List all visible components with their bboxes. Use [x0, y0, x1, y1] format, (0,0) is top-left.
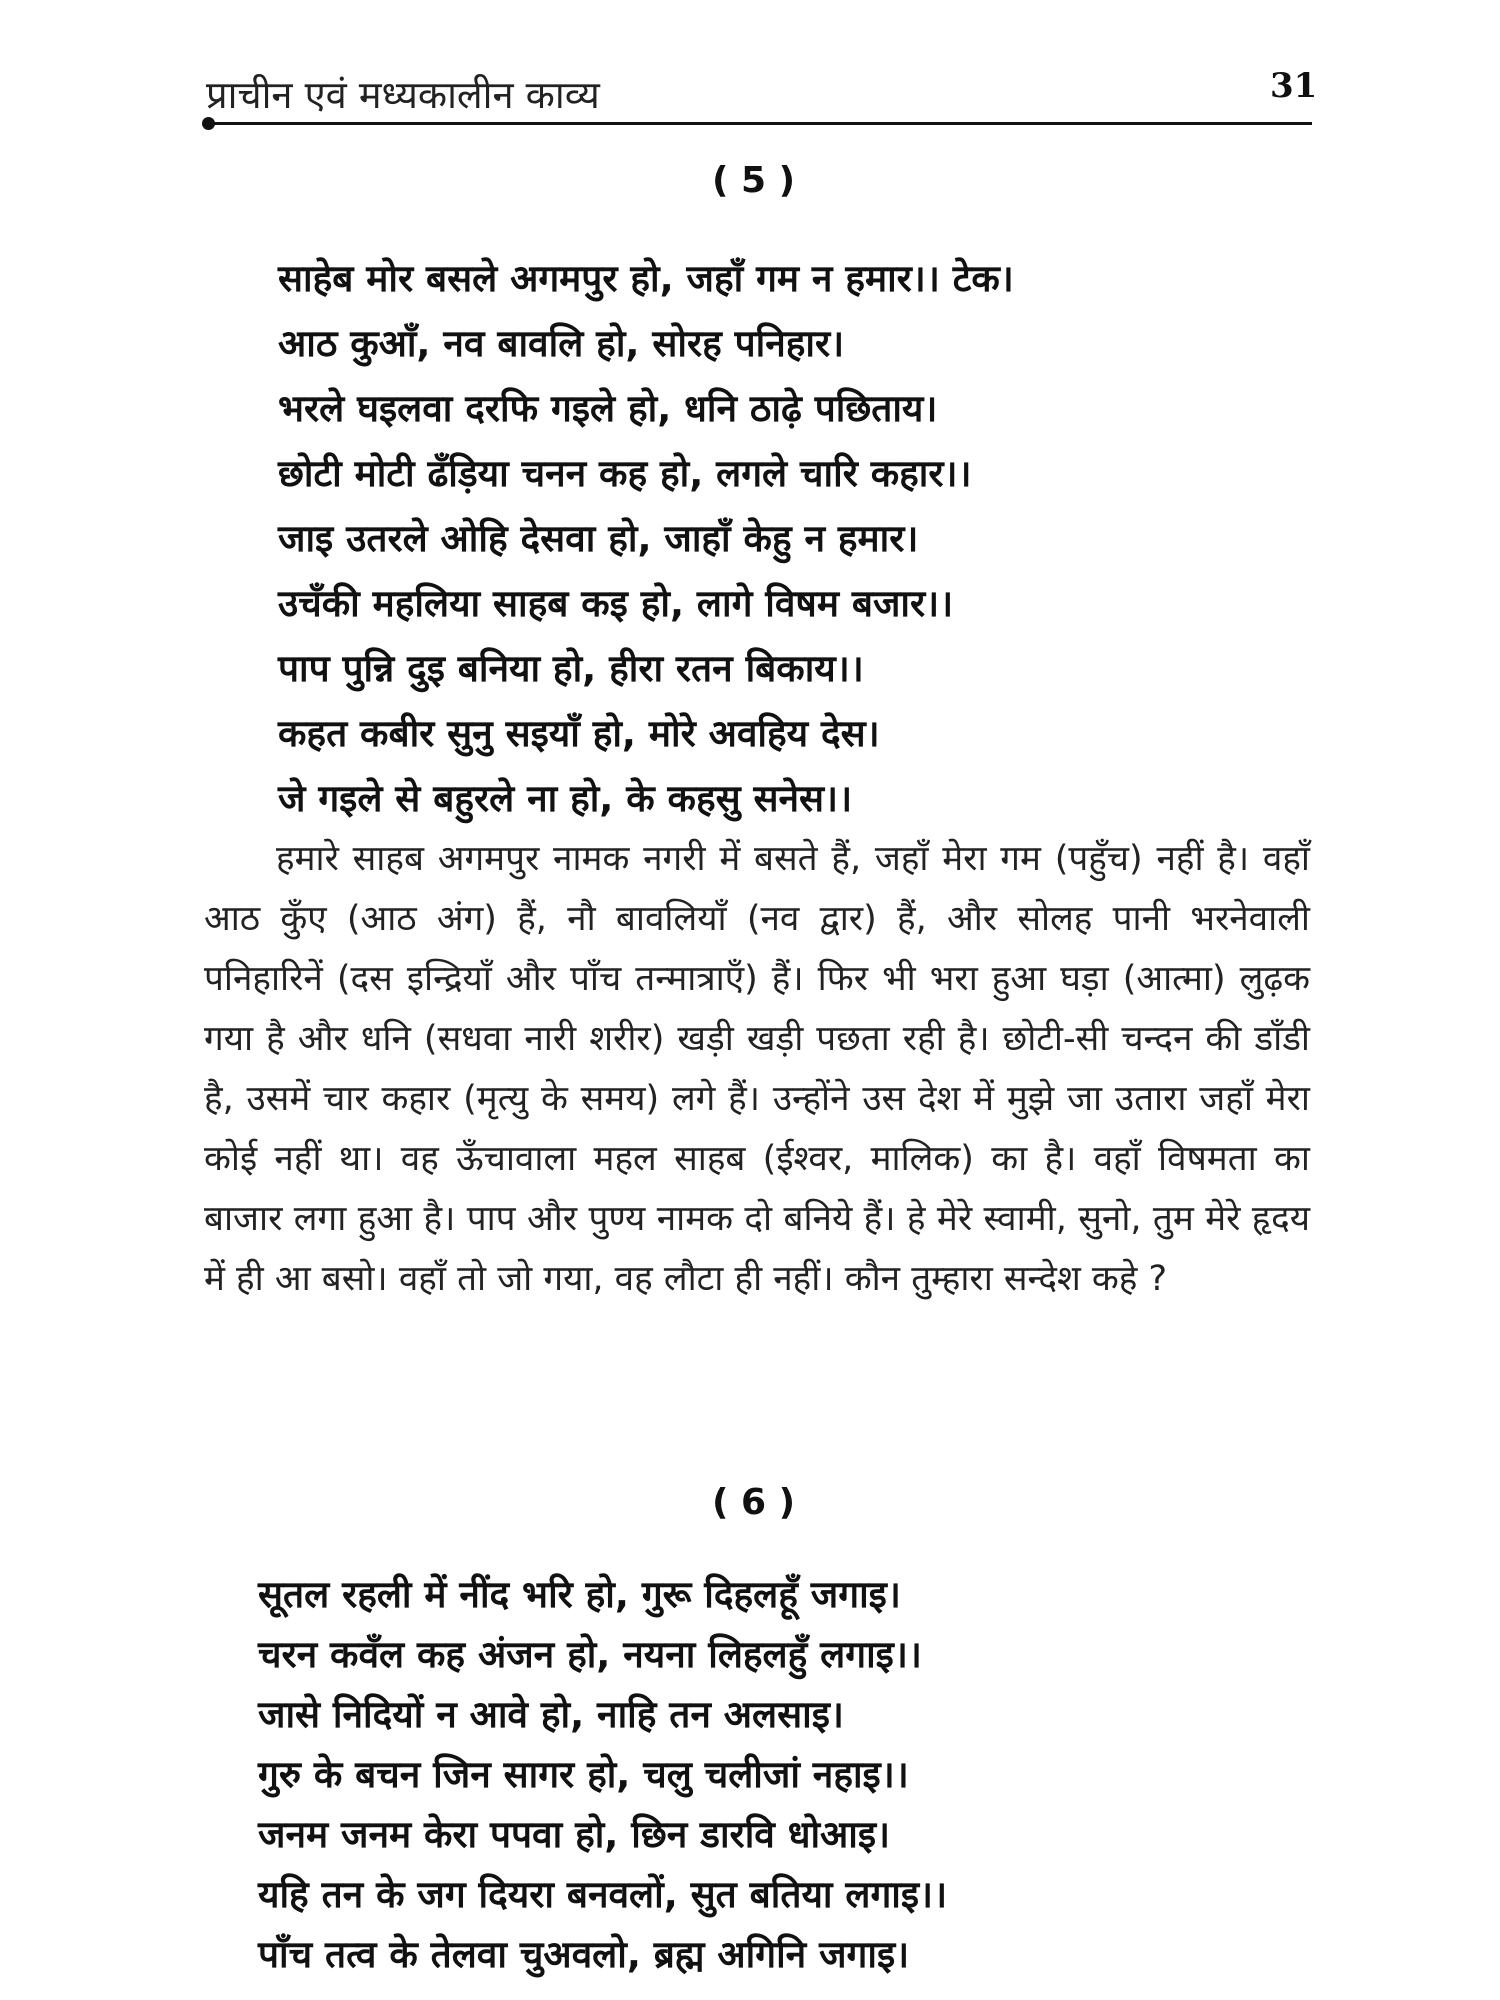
verse-line: यहि तन के जग दियरा बनवलों, सुत बतिया लगाइ।।: [258, 1873, 948, 1916]
verse-line: जे गइले से बहुरले ना हो, के कहसु सनेस।।: [278, 777, 853, 820]
verse-block-5: [278, 246, 1014, 831]
verse-line: जाइ उतरले ओहि देसवा हो, जाहाँ केहु न हमार।: [278, 517, 919, 560]
section-number-5: ( 5 ): [712, 160, 796, 201]
verse-line: आठ कुआँ, नव बावलि हो, सोरह पनिहार।: [278, 322, 845, 365]
verse-line: छोटी मोटी ढँड़िया चनन कह हो, लगले चारि कहार।।: [278, 452, 972, 495]
verse-line: उचँकी महलिया साहब कइ हो, लागे विषम बजार।।: [278, 582, 954, 625]
verse-line: गुरु के बचन जिन सागर हो, चलु चलीजां नहाइ।।: [258, 1753, 909, 1796]
verse-line: पाप पुन्नि दुइ बनिया हो, हीरा रतन बिकाय।।: [278, 647, 864, 690]
verse-line: पाँच तत्व के तेलवा चुअवलो, ब्रह्म अगिनि जगाइ।: [258, 1933, 910, 1976]
page-number: 31: [1270, 66, 1318, 106]
section-number-6: ( 6 ): [712, 1482, 796, 1523]
verse-line: सूतल रहली में नींद भरि हो, गुरू दिहलहूँ जगाइ।: [258, 1573, 901, 1616]
header-rule: [210, 122, 1312, 125]
verse-line: जनम जनम केरा पपवा हो, छिन डारवि धोआइ।: [258, 1813, 891, 1856]
running-header-title: प्राचीन एवं मध्यकालीन काव्य: [206, 73, 600, 117]
verse-line: साहेब मोर बसले अगमपुर हो, जहाँ गम न हमार।। टेक।: [278, 257, 1014, 300]
verse-line: जासे निदियों न आवे हो, नाहि तन अलसाइ।: [258, 1693, 844, 1736]
explanation-paragraph: हमारे साहब अगमपुर नामक नगरी में बसते हैं, जहाँ मेरा गम (पहुँच) नहीं है। वहाँ आठ कुँए (आठ अंग) हैं, नौ बावलियाँ (नव द्वार) हैं, और सोलह पानी भरनेवाली पनिहारिनें (दस इन्द्रियाँ और पाँच तन्मात्राएँ) हैं। फिर भी भरा हुआ घड़ा (आत्मा) लुढ़क गया है और धनि (सधवा नारी शरीर) खड़ी खड़ी पछता रही है। छोटी-सी चन्दन की डाँडी है, उसमें चार कहार (मृत्यु के समय) लगे हैं। उन्होंने उस देश में मुझे जा उतारा जहाँ मेरा कोई नहीं था। वह ऊँचावाला महल साहब (ईश्वर, मालिक) का है। वहाँ विषमता का बाजार लगा हुआ है। पाप और पुण्य नामक दो बनिये हैं। हे मेरे स्वामी, सुनो, तुम मेरे हृदय में ही आ बसो। वहाँ तो जो गया, वह लौटा ही नहीं। कौन तुम्हारा सन्देश कहे ?: [204, 839, 1310, 1299]
verse-line: चरन कवँल कह अंजन हो, नयना लिहलहुँ लगाइ।।: [258, 1633, 922, 1676]
verse-block-6: [258, 1565, 947, 1985]
verse-line: कहत कबीर सुनु सइयाँ हो, मोरे अवहिय देस।: [278, 712, 880, 755]
verse-line: भरले घइलवा दरफि गइले हो, धनि ठाढ़े पछिताय।: [278, 387, 938, 430]
